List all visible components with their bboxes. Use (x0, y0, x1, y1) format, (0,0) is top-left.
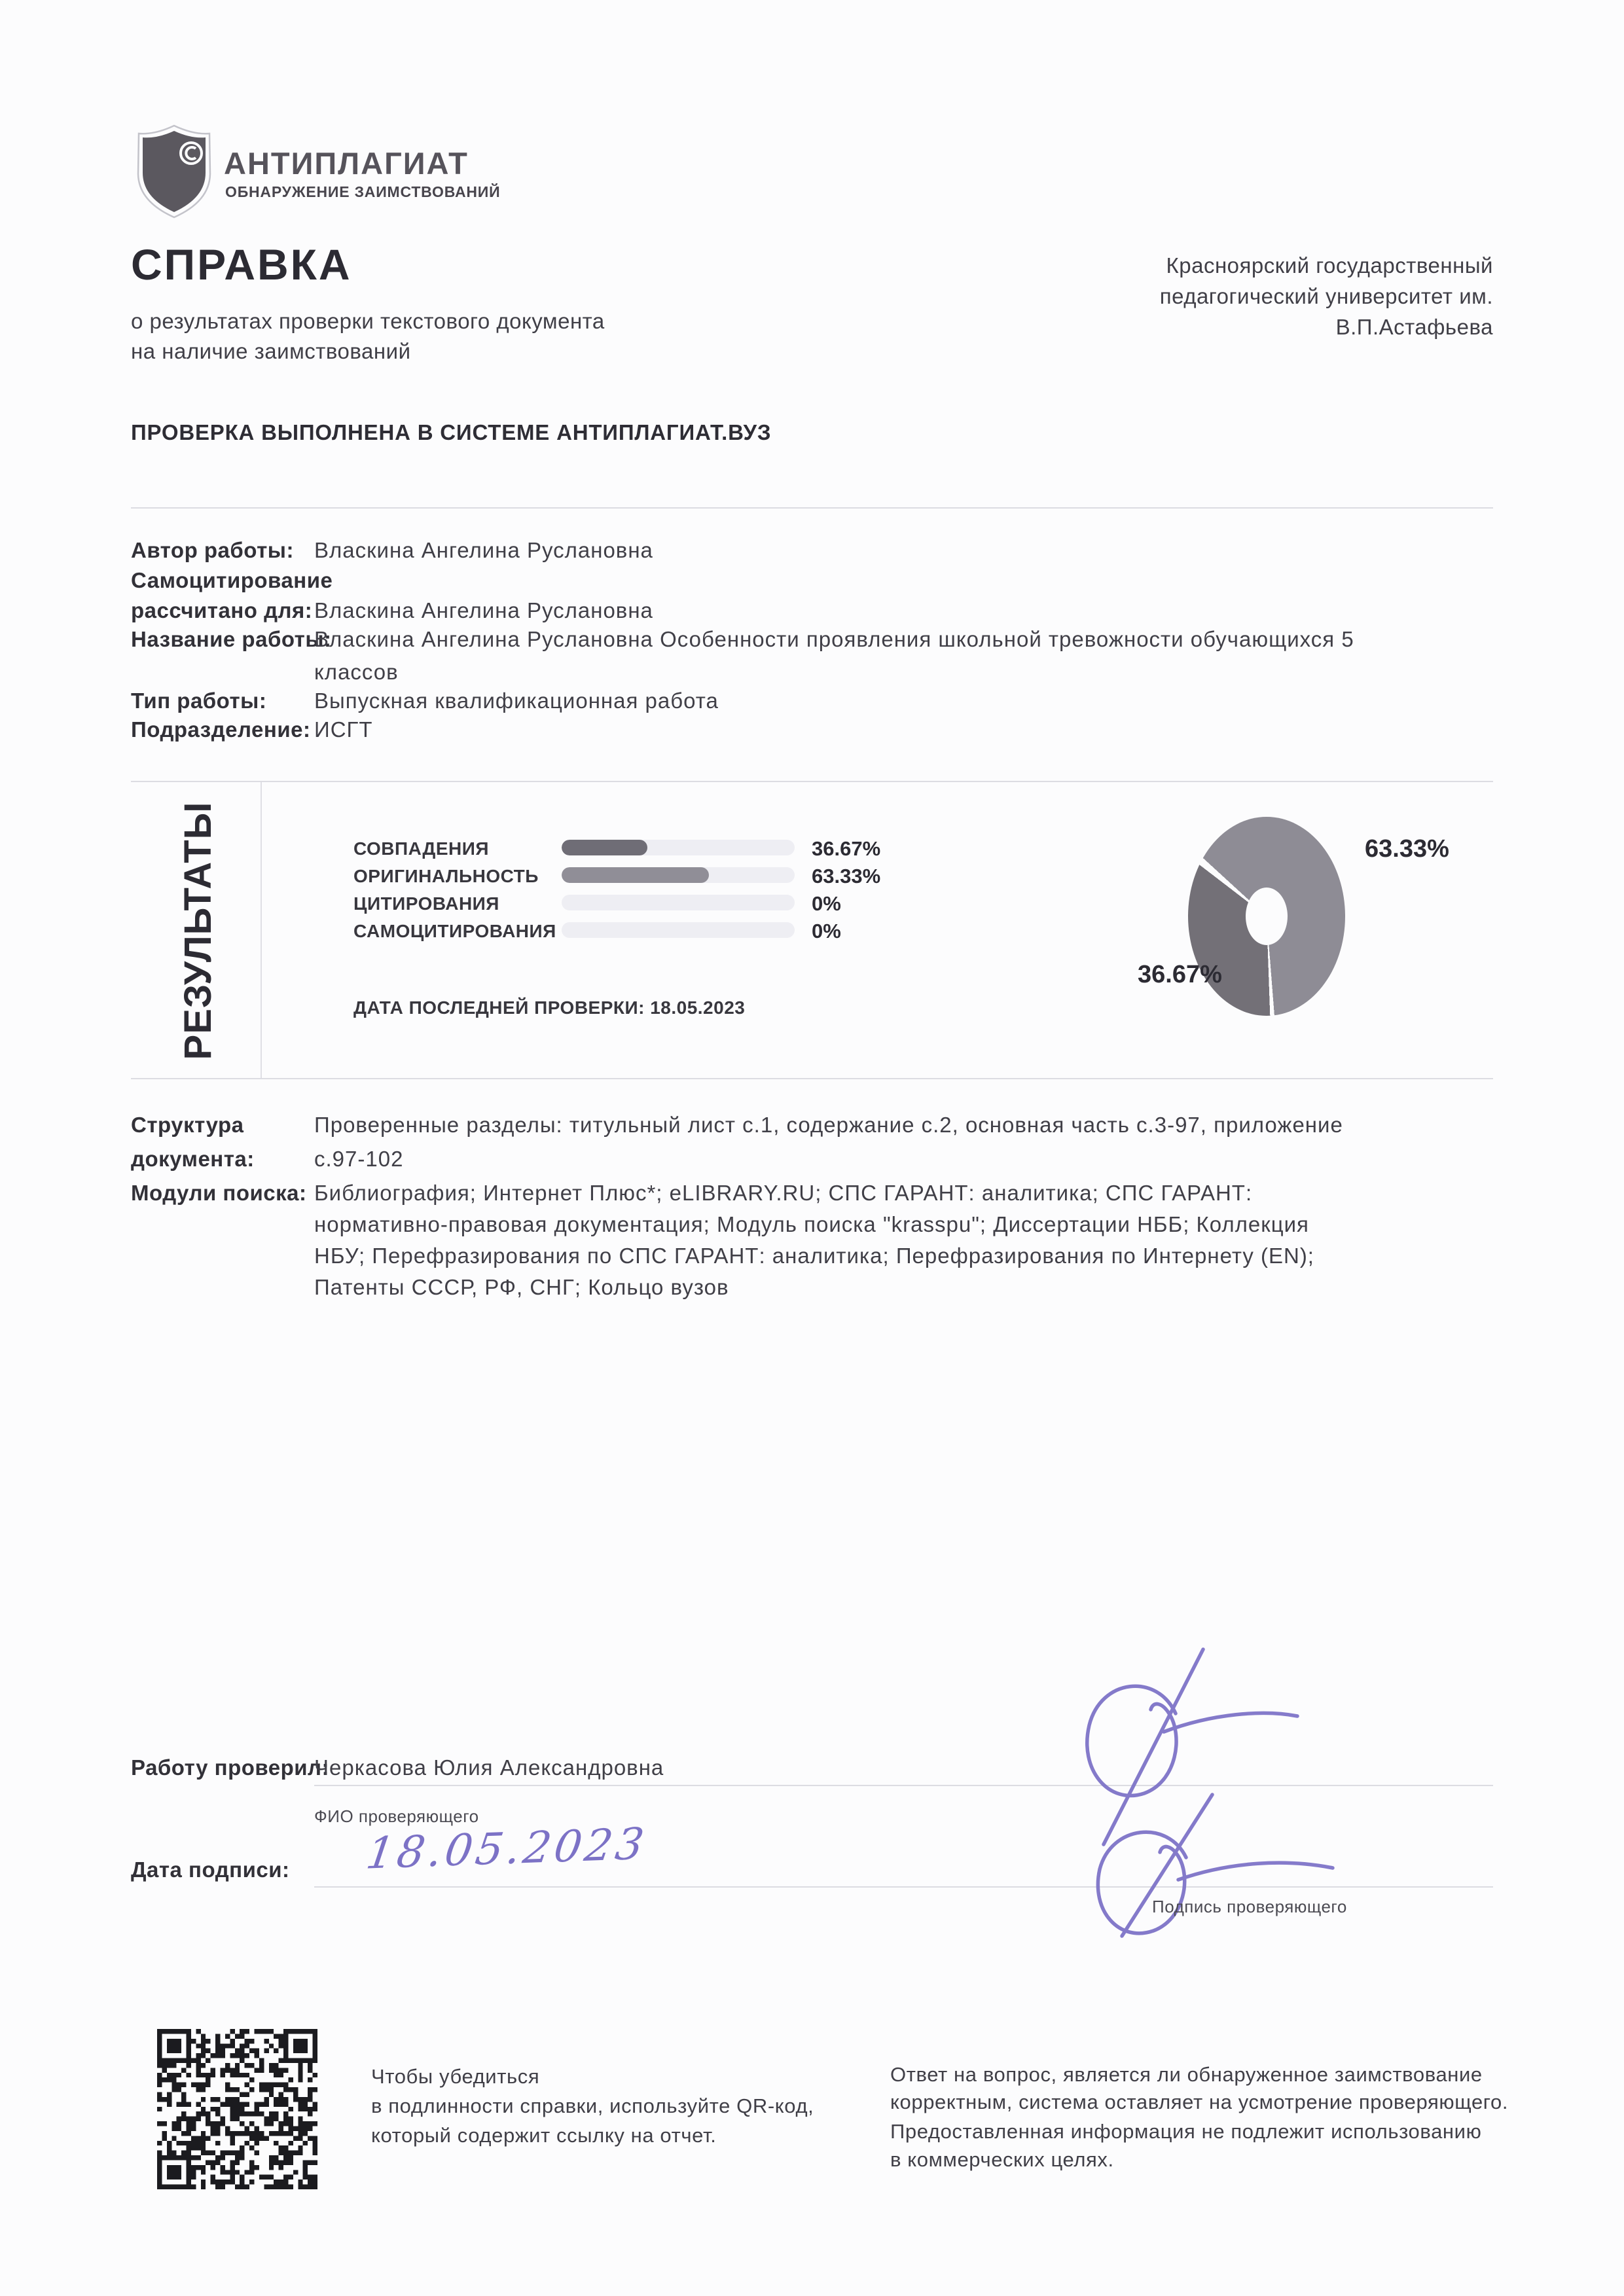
page-subtitle-line-2: на наличие заимствований (131, 339, 411, 363)
divider (131, 1078, 1493, 1079)
organization-name (996, 250, 1493, 342)
page-subtitle-line-1: о результатах проверки текстового документа (131, 309, 605, 333)
result-bar-track (562, 867, 795, 883)
disclaimer-line-1: Ответ на вопрос, является ли обнаруженное заимствование (890, 2063, 1483, 2086)
divider (131, 781, 1493, 782)
qr-caption-line-3: который содержит ссылку на отчет. (371, 2124, 717, 2147)
last-check-date: ДАТА ПОСЛЕДНЕЙ ПРОВЕРКИ: 18.05.2023 (353, 997, 746, 1018)
selfcite-label-line-2: рассчитано для: (131, 598, 313, 622)
result-bar-track (562, 922, 795, 938)
selfcite-label-line-1: Самоцитирование (131, 568, 333, 592)
result-bar-fill (562, 840, 647, 855)
result-row-citations (0, 892, 1624, 916)
qr-code (157, 2029, 317, 2189)
selfcite-value: Власкина Ангелина Руслановна (314, 598, 653, 622)
disclaimer-line-3: Предоставленная информация не подлежит использованию (890, 2120, 1482, 2143)
donut-label-originality: 63.33% (1365, 835, 1449, 863)
qr-caption-line-2: в подлинности справки, используйте QR-код, (371, 2094, 814, 2117)
signature-hint: Подпись проверяющего (1152, 1897, 1347, 1916)
modules-line-1: Библиография; Интернет Плюс*; eLIBRARY.RU; СПС ГАРАНТ: аналитика; СПС ГАРАНТ: (314, 1181, 1253, 1205)
structure-label-line-2: документа: (131, 1147, 255, 1171)
disclaimer-line-2: корректным, система оставляет на усмотрение проверяющего. (890, 2090, 1509, 2113)
page-title: СПРАВКА (131, 240, 352, 289)
checked-by-label: Работу проверил: (131, 1755, 330, 1780)
divider (131, 507, 1493, 509)
result-row-label: ОРИГИНАЛЬНОСТЬ (353, 866, 539, 886)
modules-label: Модули поиска: (131, 1181, 307, 1205)
brand-tagline: ОБНАРУЖЕНИЕ ЗАИМСТВОВАНИЙ (225, 183, 501, 200)
qr-caption-line-1: Чтобы убедиться (371, 2065, 540, 2088)
department-value: ИСГТ (314, 717, 373, 742)
structure-label-line-1: Структура (131, 1113, 244, 1137)
handwritten-sign-date: 18.05.2023 (363, 1818, 651, 1879)
signature-stroke (1087, 1649, 1333, 1936)
result-row-selfcitations (0, 920, 1624, 943)
work-title-line-2: классов (314, 660, 399, 684)
author-value: Власкина Ангелина Руслановна (314, 538, 653, 562)
modules-line-4: Патенты СССР, РФ, СНГ; Кольцо вузов (314, 1275, 729, 1299)
department-label: Подразделение: (131, 717, 311, 742)
work-title-label: Название работы: (131, 627, 332, 651)
modules-line-2: нормативно-правовая документация; Модуль поиска "krasspu"; Диссертации НББ; Коллекция (314, 1212, 1309, 1236)
result-row-value: 0% (812, 920, 841, 942)
organization-line-2: педагогический университет им. (1159, 284, 1493, 308)
disclaimer-line-4: в коммерческих целях. (890, 2148, 1114, 2171)
sign-date-label: Дата подписи: (131, 1857, 290, 1882)
work-title-line-1: Власкина Ангелина Руслановна Особенности проявления школьной тревожности обучающихся 5 (314, 627, 1354, 651)
modules-line-3: НБУ; Перефразирования по СПС ГАРАНТ: аналитика; Перефразирования по Интернету (EN); (314, 1244, 1314, 1268)
organization-line-3: В.П.Астафьева (1335, 315, 1493, 339)
checked-by-value: Черкасова Юлия Александровна (314, 1755, 664, 1780)
author-label: Автор работы: (131, 538, 294, 562)
donut-label-matches: 36.67% (1138, 961, 1222, 988)
result-row-value: 63.33% (812, 865, 881, 888)
system-check-statement: ПРОВЕРКА ВЫПОЛНЕНА В СИСТЕМЕ АНТИПЛАГИАТ.ВУЗ (131, 420, 772, 444)
result-row-label: СОВПАДЕНИЯ (353, 838, 490, 859)
work-type-value: Выпускная квалификационная работа (314, 689, 719, 713)
results-section-label: РЕЗУЛЬТАТЫ (177, 801, 219, 1060)
result-row-label: ЦИТИРОВАНИЯ (353, 893, 499, 914)
structure-value-line-1: Проверенные разделы: титульный лист с.1, содержание с.2, основная часть с.3-97, приложение (314, 1113, 1343, 1137)
antiplagiat-shield-logo-icon (134, 122, 215, 221)
result-row-value: 36.67% (812, 837, 881, 860)
organization-line-1: Красноярский государственный (1166, 253, 1493, 278)
result-bar-track (562, 895, 795, 910)
work-type-label: Тип работы: (131, 689, 267, 713)
result-row-label: САМОЦИТИРОВАНИЯ (353, 921, 556, 941)
result-bar-fill (562, 867, 709, 883)
result-bar-track (562, 840, 795, 855)
structure-value-line-2: с.97-102 (314, 1147, 404, 1171)
brand-name: АНТИПЛАГИАТ (224, 146, 469, 181)
result-row-originality (0, 865, 1624, 888)
donut-hole (1246, 888, 1288, 945)
fio-hint: ФИО проверяющего (314, 1806, 479, 1826)
result-row-value: 0% (812, 892, 841, 915)
